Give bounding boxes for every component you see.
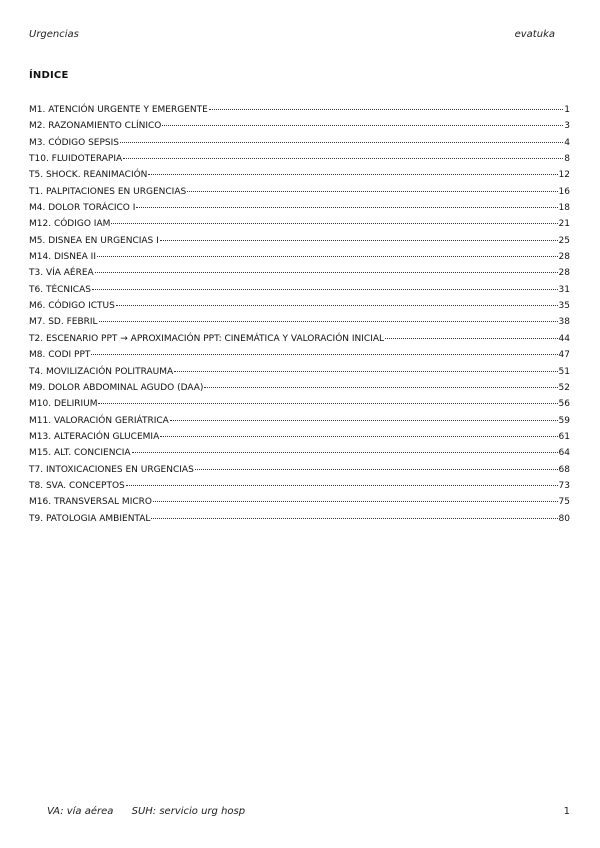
header-author: evatuka bbox=[514, 29, 555, 40]
page-number: 1 bbox=[563, 806, 570, 817]
toc-entry-page: 35 bbox=[558, 301, 570, 312]
toc-dot-leader bbox=[97, 256, 558, 257]
toc-entry-label: T6. TÉCNICAS bbox=[29, 284, 91, 295]
toc-entry[interactable] bbox=[29, 399, 570, 415]
toc-entry-label: M10. DELIRIUM bbox=[29, 399, 98, 410]
toc-dot-leader bbox=[91, 354, 557, 355]
toc-entry[interactable] bbox=[29, 138, 570, 154]
footer-notes bbox=[47, 806, 245, 817]
toc-entry-page: 28 bbox=[558, 252, 570, 263]
toc-entry-page: 44 bbox=[558, 333, 570, 344]
toc-entry-label: M3. CÓDIGO SEPSIS bbox=[29, 137, 119, 148]
toc-entry[interactable] bbox=[29, 448, 570, 464]
toc-dot-leader bbox=[148, 174, 557, 175]
toc-entry-label: T9. PATOLOGIA AMBIENTAL bbox=[29, 513, 151, 524]
toc-entry-label: M9. DOLOR ABDOMINAL AGUDO (DAA) bbox=[29, 382, 204, 393]
toc-entry-page: 3 bbox=[564, 121, 570, 132]
toc-entry-page: 75 bbox=[558, 497, 570, 508]
toc-entry[interactable] bbox=[29, 252, 570, 268]
toc-entry-label: M4. DOLOR TORÁCICO I bbox=[29, 203, 136, 214]
toc-entry[interactable] bbox=[29, 121, 570, 137]
toc-entry-label: M2. RAZONAMIENTO CLÍNICO bbox=[29, 121, 162, 132]
toc-entry-label: T7. INTOXICACIONES EN URGENCIAS bbox=[29, 464, 194, 475]
toc-entry-label: M8. CODI PPT bbox=[29, 350, 91, 361]
toc-entry-label: M14. DISNEA II bbox=[29, 252, 96, 263]
toc-entry-page: 8 bbox=[564, 154, 570, 165]
toc-dot-leader bbox=[126, 485, 558, 486]
toc-entry-page: 16 bbox=[558, 186, 570, 197]
toc-entry[interactable] bbox=[29, 432, 570, 448]
toc-entry-page: 59 bbox=[558, 415, 570, 426]
index-title: ÍNDICE bbox=[29, 70, 69, 81]
toc-entry-label: M5. DISNEA EN URGENCIAS I bbox=[29, 235, 159, 246]
toc-dot-leader bbox=[136, 207, 557, 208]
toc-dot-leader bbox=[95, 272, 558, 273]
toc-dot-leader bbox=[170, 420, 558, 421]
toc-dot-leader bbox=[160, 240, 558, 241]
toc-entry-page: 52 bbox=[558, 382, 570, 393]
toc-entry-label: T8. SVA. CONCEPTOS bbox=[29, 480, 125, 491]
toc-entry[interactable] bbox=[29, 203, 570, 219]
toc-entry[interactable] bbox=[29, 497, 570, 513]
toc-entry[interactable] bbox=[29, 367, 570, 383]
table-of-contents bbox=[29, 105, 570, 530]
toc-entry[interactable] bbox=[29, 383, 570, 399]
footer-note-va: VA: vía aérea bbox=[47, 806, 114, 817]
toc-dot-leader bbox=[111, 223, 557, 224]
toc-dot-leader bbox=[160, 436, 557, 437]
toc-entry-label: M1. ATENCIÓN URGENTE Y EMERGENTE bbox=[29, 105, 208, 115]
toc-dot-leader bbox=[98, 403, 557, 404]
toc-entry-page: 18 bbox=[558, 203, 570, 214]
toc-dot-leader bbox=[174, 371, 557, 372]
toc-dot-leader bbox=[162, 125, 563, 126]
toc-entry[interactable] bbox=[29, 236, 570, 252]
toc-dot-leader bbox=[92, 289, 558, 290]
toc-entry[interactable] bbox=[29, 350, 570, 366]
toc-entry-label: M6. CÓDIGO ICTUS bbox=[29, 301, 115, 312]
footer-note-suh: SUH: servicio urg hosp bbox=[131, 806, 246, 817]
toc-entry-label: T2. ESCENARIO PPT → APROXIMACIÓN PPT: CINEMÁTICA Y VALORACIÓN INICIAL bbox=[29, 333, 385, 344]
toc-entry[interactable] bbox=[29, 187, 570, 203]
toc-entry[interactable] bbox=[29, 301, 570, 317]
toc-entry-page: 61 bbox=[558, 431, 570, 442]
toc-entry[interactable] bbox=[29, 285, 570, 301]
toc-dot-leader bbox=[153, 501, 558, 502]
toc-entry[interactable] bbox=[29, 416, 570, 432]
toc-entry[interactable] bbox=[29, 465, 570, 481]
header-section-title: Urgencias bbox=[29, 29, 79, 40]
toc-entry-page: 64 bbox=[558, 448, 570, 459]
toc-entry[interactable] bbox=[29, 170, 570, 186]
toc-entry-label: M7. SD. FEBRIL bbox=[29, 317, 98, 328]
toc-entry-page: 25 bbox=[558, 235, 570, 246]
toc-entry-label: M13. ALTERACIÓN GLUCEMIA bbox=[29, 431, 160, 442]
toc-entry[interactable] bbox=[29, 268, 570, 284]
toc-entry[interactable] bbox=[29, 219, 570, 235]
toc-entry-page: 51 bbox=[558, 366, 570, 377]
toc-entry-page: 28 bbox=[558, 268, 570, 279]
toc-entry[interactable] bbox=[29, 105, 570, 121]
toc-dot-leader bbox=[204, 387, 557, 388]
toc-entry-page: 31 bbox=[558, 284, 570, 295]
toc-entry-label: M12. CÓDIGO IAM bbox=[29, 219, 111, 230]
toc-entry-page: 38 bbox=[558, 317, 570, 328]
toc-dot-leader bbox=[123, 158, 563, 159]
toc-dot-leader bbox=[385, 338, 558, 339]
toc-dot-leader bbox=[132, 452, 558, 453]
toc-entry-page: 1 bbox=[564, 105, 570, 115]
toc-entry[interactable] bbox=[29, 334, 570, 350]
toc-dot-leader bbox=[120, 142, 563, 143]
toc-entry-page: 56 bbox=[558, 399, 570, 410]
toc-dot-leader bbox=[209, 109, 563, 110]
toc-entry[interactable] bbox=[29, 481, 570, 497]
toc-dot-leader bbox=[99, 321, 558, 322]
toc-entry-label: T1. PALPITACIONES EN URGENCIAS bbox=[29, 186, 187, 197]
toc-entry[interactable] bbox=[29, 514, 570, 530]
toc-entry-label: M15. ALT. CONCIENCIA bbox=[29, 448, 131, 459]
toc-dot-leader bbox=[151, 518, 557, 519]
toc-entry-page: 47 bbox=[558, 350, 570, 361]
toc-entry-label: M11. VALORACIÓN GERIÁTRICA bbox=[29, 415, 169, 426]
toc-entry-page: 73 bbox=[558, 480, 570, 491]
toc-entry-label: M16. TRANSVERSAL MICRO bbox=[29, 497, 152, 508]
toc-entry[interactable] bbox=[29, 317, 570, 333]
toc-dot-leader bbox=[195, 469, 558, 470]
toc-entry-label: T4. MOVILIZACIÓN POLITRAUMA bbox=[29, 366, 174, 377]
toc-dot-leader bbox=[116, 305, 558, 306]
toc-entry-label: T3. VÍA AÉREA bbox=[29, 268, 94, 279]
toc-entry-page: 80 bbox=[558, 513, 570, 524]
toc-dot-leader bbox=[187, 191, 557, 192]
toc-entry-page: 68 bbox=[558, 464, 570, 475]
toc-entry-page: 12 bbox=[558, 170, 570, 181]
toc-entry-label: T5. SHOCK. REANIMACIÓN bbox=[29, 170, 148, 181]
toc-entry-page: 21 bbox=[558, 219, 570, 230]
toc-entry-label: T10. FLUIDOTERAPIA bbox=[29, 154, 123, 165]
toc-entry-page: 4 bbox=[564, 137, 570, 148]
toc-entry[interactable] bbox=[29, 154, 570, 170]
